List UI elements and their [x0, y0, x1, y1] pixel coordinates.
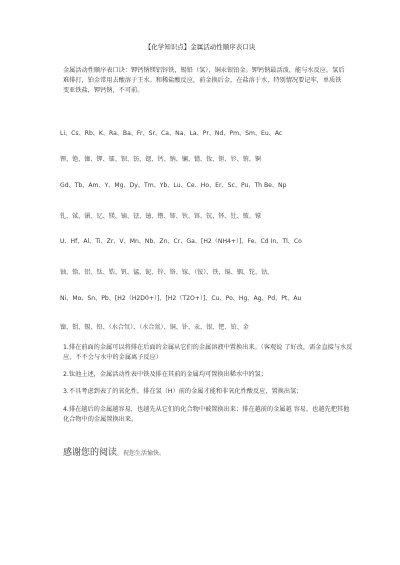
element-symbols-row-3: U、Hf、Al、Ti、Zr、V、Mn、Nb、Zn、Cr、Ga、[H2（NH4+）]、Fe、Cd In、Tl、Co: [60, 238, 302, 245]
element-names-row-4: 镍、钼、锡、铅、（水合氘）、（水合氚）、铜、钋、汞、银、钯、铂、金: [60, 324, 249, 331]
rule-point-3: 3.不具考虑到表了的氧化性，排在氢（H）前的金属才能和非氧化性酸反应，置换出氢；: [63, 388, 303, 395]
intro-paragraph: [63, 66, 345, 96]
page-title: 【化学知识点】金属活动性顺序表口诀: [144, 43, 256, 51]
element-symbols-row-1: Li、Cs、Rb、K、Ra、Ba、Fr、Sr、Ca、Na、La、Pr、Nd、Pm、Sm、Eu、Ac: [60, 130, 283, 137]
rule-point-4: 4.排在越后的金属越容易，也越先从它们的化合物中被置换出来；排在越前的金属越 容易，也越先把其他化合物中的金属置换出来。: [63, 406, 350, 423]
element-names-row-2: 钆、铽、镅、钇、镁、镝、铥、镱、镥、铈、钬、铒、钪、钚、钍、铍、镎: [60, 213, 262, 220]
element-names-row-3: 铀、铪、铝、钛、锆、钒、锰、铌、锌、铬、镓、（铵）、铁、镉、铟、铊、钴、: [60, 269, 274, 276]
element-names-row-1: 锂、铯、铷、钾、镭、钡、钫、锶、钙、钠、镧、镨、钕、钷、钐、铕、锕: [60, 156, 262, 163]
element-symbols-row-4: Ni、Mo、Sn、Pb、[H2（H2D0+）]、[H2（T2O+）]、Cu、Po、Hg、Ag、Pd、Pt、Au: [60, 295, 302, 302]
rule-point-2: 2.钛池上述，金属活动性表中铁及排在其前的金属均可置换出稀水中的氢；: [63, 371, 267, 378]
element-symbols-row-2: Gd、Tb、Am、Y、Mg、Dy、Tm、Yb、Lu、Ce、Ho、Er、Sc、Pu、Th Be、Np: [60, 182, 287, 189]
intro-text: 金属活动性顺序表口诀：钾钙钠镁铝锌铁，锡铅（氢），铜汞银铂金。钾钙钠最活泼，能与水反应，氢后难排打，铂金常用去酸溶于王水。和稀盐酸反应，前金换后金，在盐溶于水，特别情况要记牢，单质铁变亚铁盐，钾钙钠，不可前。: [63, 67, 345, 94]
closing-thanks: 感谢您的阅读: [63, 448, 118, 458]
closing-line: [63, 445, 165, 458]
closing-wish: ，祝您生活愉快。: [117, 450, 166, 457]
rule-point-1: 1.排在前面的金属可以将排在后面的金属从它们的金属溶液中置换出来。（客观说 了好改，需金直接与水反应，不不会与水中的金属离子反应）: [63, 344, 353, 361]
